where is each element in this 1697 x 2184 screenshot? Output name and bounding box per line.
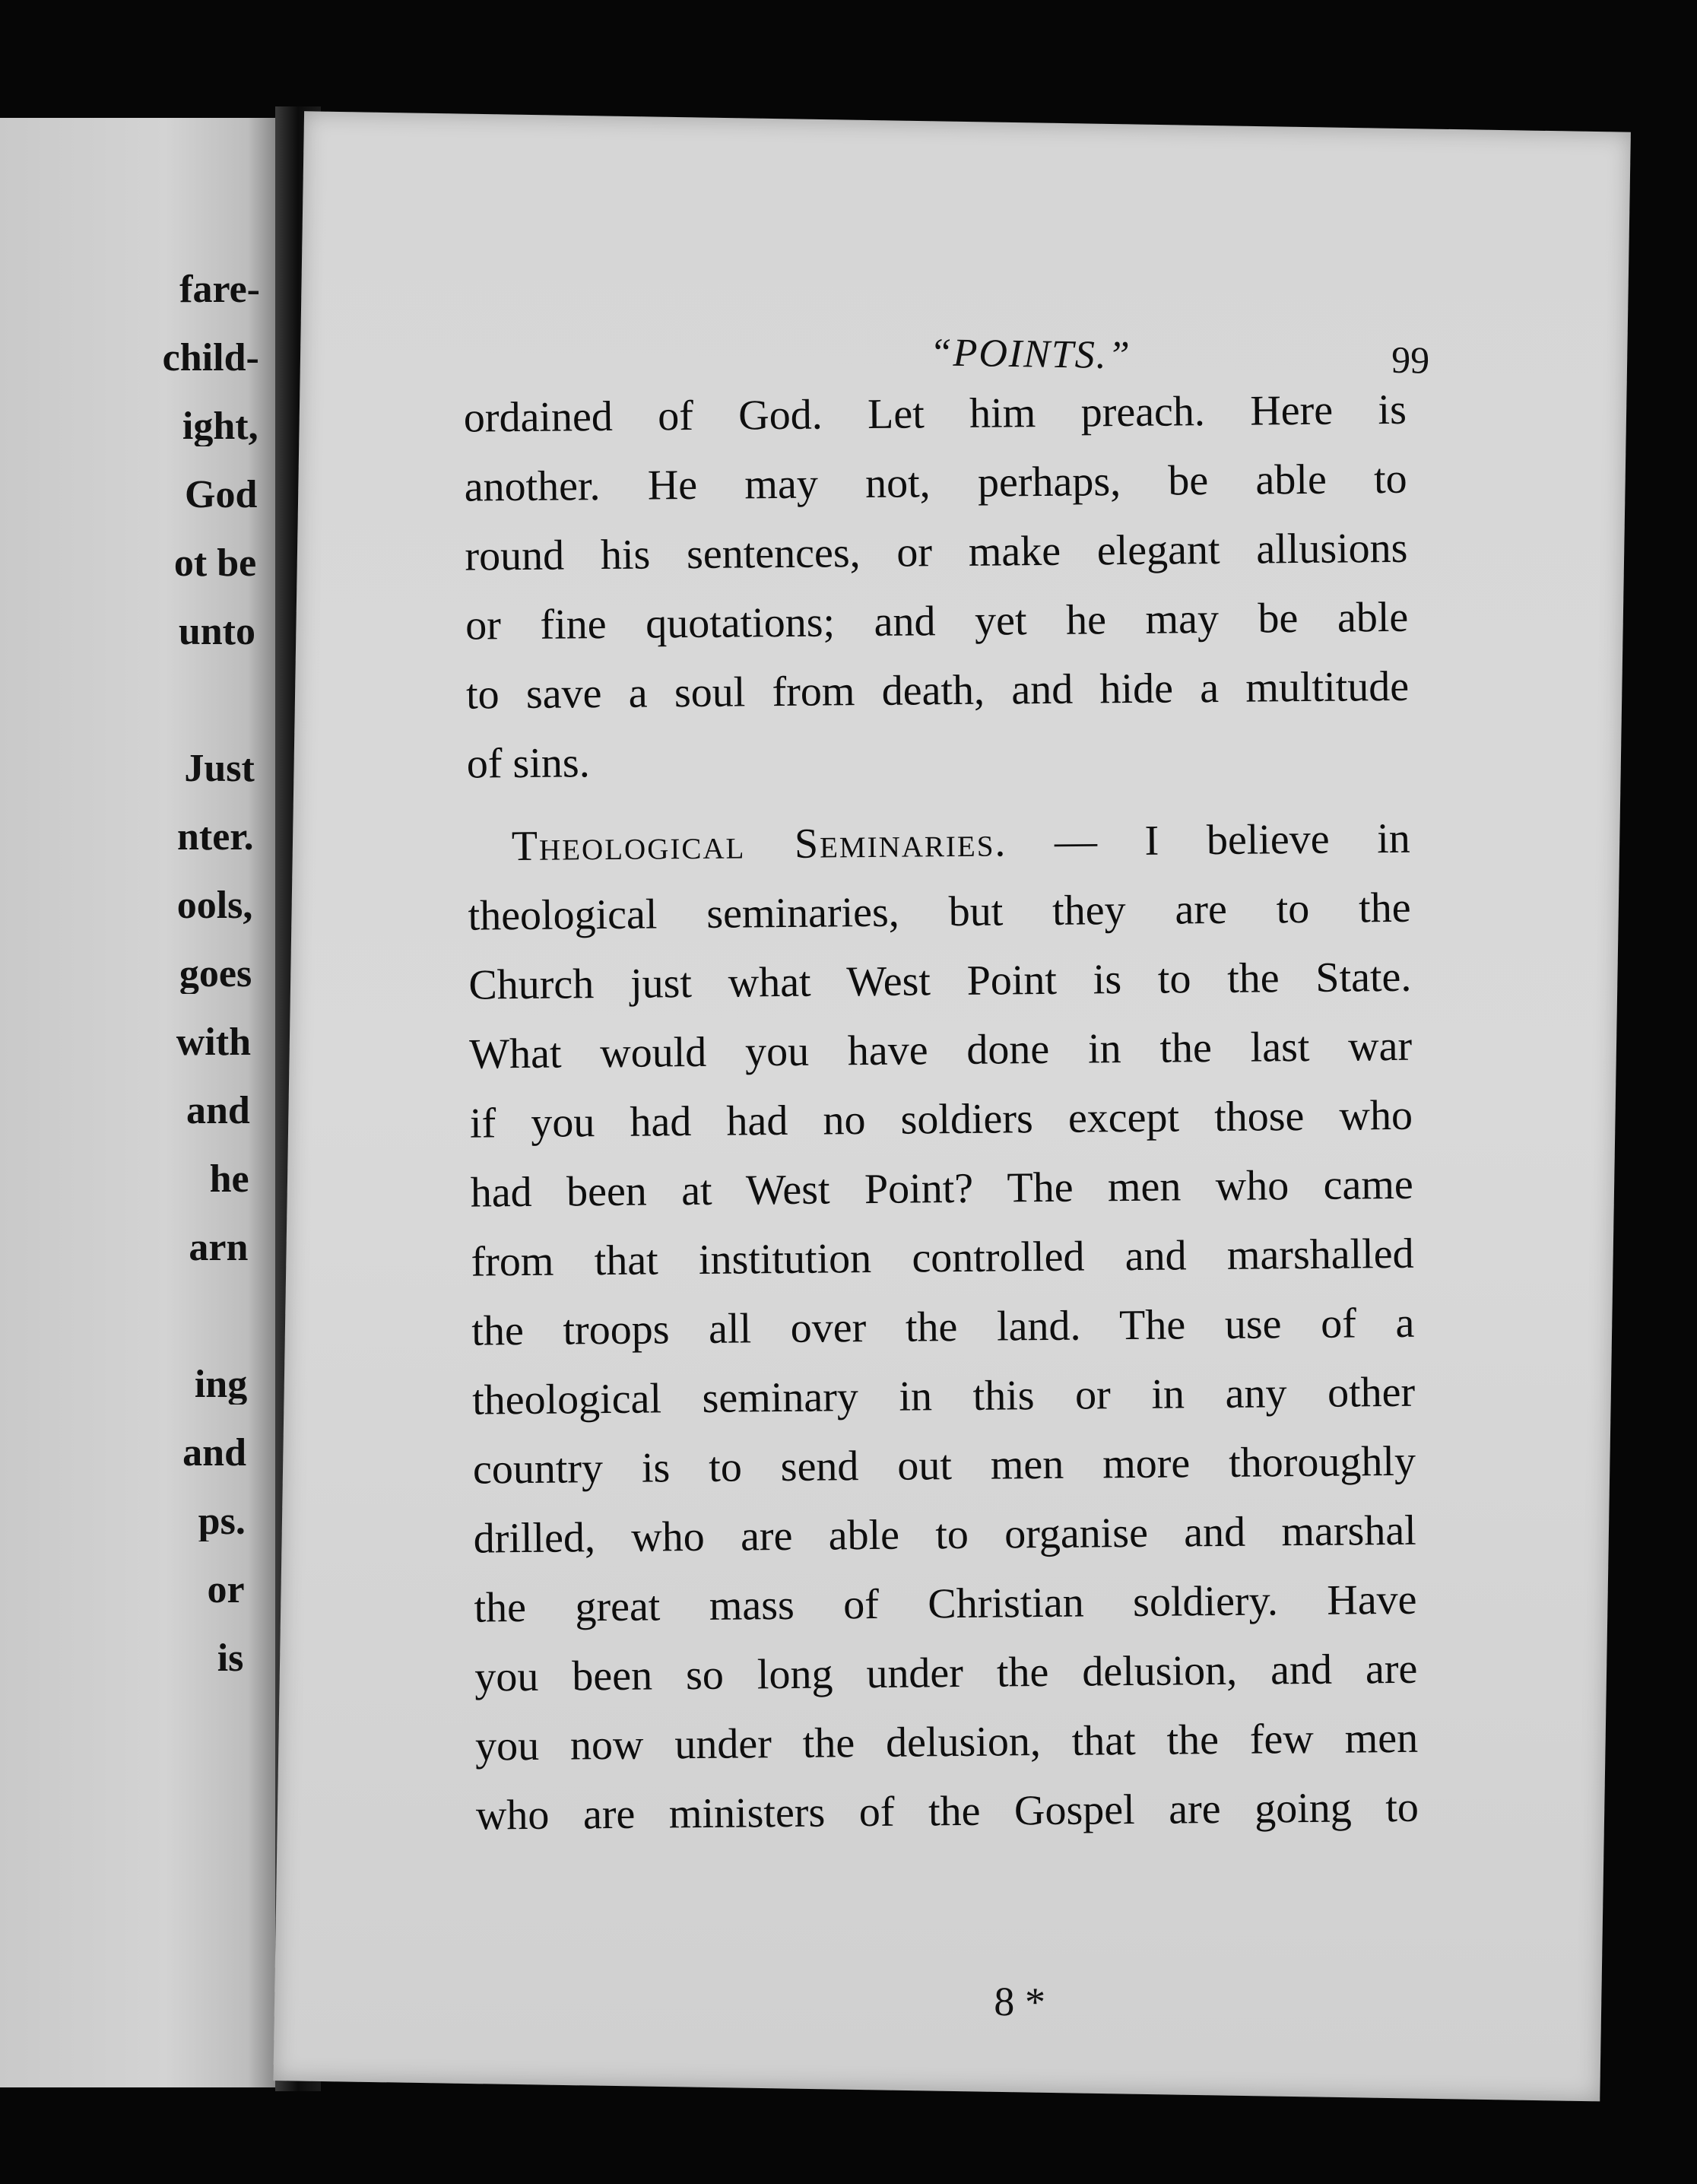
- left-page-fragment: ing: [194, 1365, 248, 1405]
- running-head: “POINTS.”: [929, 331, 1132, 378]
- left-page-fragment: ot be: [173, 544, 257, 583]
- right-page: [273, 111, 1630, 2101]
- text-line: What would you have done in the last war: [468, 1022, 1413, 1078]
- text-line: or fine quotations; and yet he may be able: [465, 593, 1409, 649]
- text-line: you been so long under the delusion, and are: [474, 1645, 1418, 1701]
- signature-mark: 8 *: [993, 1978, 1046, 2025]
- body-text: [464, 376, 1419, 1851]
- page-number: 99: [1391, 338, 1430, 382]
- text-line: Church just what West Point is to the State.: [468, 953, 1412, 1009]
- text-line: [467, 805, 1410, 882]
- text-line: the troops all over the land. The use of a: [471, 1299, 1415, 1355]
- text-line: theological seminary in this or in any other: [471, 1368, 1416, 1424]
- text-line: had been at West Point? The men who came: [470, 1160, 1414, 1217]
- text-line: of sins.: [466, 739, 590, 788]
- left-page-fragment: and: [186, 1091, 250, 1131]
- left-page-fragment: is: [217, 1639, 244, 1678]
- left-page-fragment: fare-: [179, 270, 260, 310]
- left-page-fragment: unto: [178, 612, 255, 652]
- section-heading: Theological Seminaries.: [511, 818, 1007, 871]
- text-span: — I believe in: [1007, 814, 1411, 866]
- left-page-fragment: Just: [184, 749, 255, 789]
- paragraph-1: [464, 376, 1410, 799]
- text-line: the great mass of Christian soldiery. Have: [474, 1576, 1417, 1632]
- left-page-fragment: ight,: [182, 407, 259, 446]
- left-page-fragment: and: [182, 1433, 246, 1473]
- left-page-fragment: child-: [162, 338, 259, 378]
- text-line: who are ministers of the Gospel are going to: [475, 1783, 1419, 1840]
- left-page-fragment: nter.: [176, 817, 254, 857]
- text-line: to save a soul from death, and hide a multitude: [465, 662, 1410, 719]
- left-page-fragment: or: [207, 1570, 245, 1610]
- text-line: ordained of God. Let him preach. Here is: [463, 386, 1407, 442]
- left-page-fragment: he: [209, 1160, 249, 1199]
- left-page-fragment: goes: [179, 954, 252, 994]
- left-page-fragment: arn: [189, 1228, 249, 1268]
- text-line: another. He may not, perhaps, be able to: [464, 455, 1407, 511]
- text-line: round his sentences, or make elegant allusions: [465, 524, 1408, 580]
- left-page-fragment: with: [176, 1023, 251, 1062]
- left-page-fragment: ps.: [198, 1502, 246, 1541]
- paragraph-2: [467, 805, 1419, 1851]
- text-line: if you had had no soldiers except those who: [469, 1091, 1413, 1148]
- text-line: from that institution controlled and marshalled: [471, 1230, 1414, 1286]
- left-page: [0, 118, 275, 2087]
- text-line: theological seminaries, but they are to the: [468, 884, 1411, 940]
- text-line: drilled, who are able to organise and marshal: [473, 1506, 1416, 1563]
- left-page-fragment: God: [185, 475, 258, 515]
- left-page-fragment: ools,: [176, 886, 253, 925]
- text-line: you now under the delusion, that the few men: [474, 1714, 1419, 1770]
- text-line: country is to send out men more thoroughly: [472, 1437, 1416, 1494]
